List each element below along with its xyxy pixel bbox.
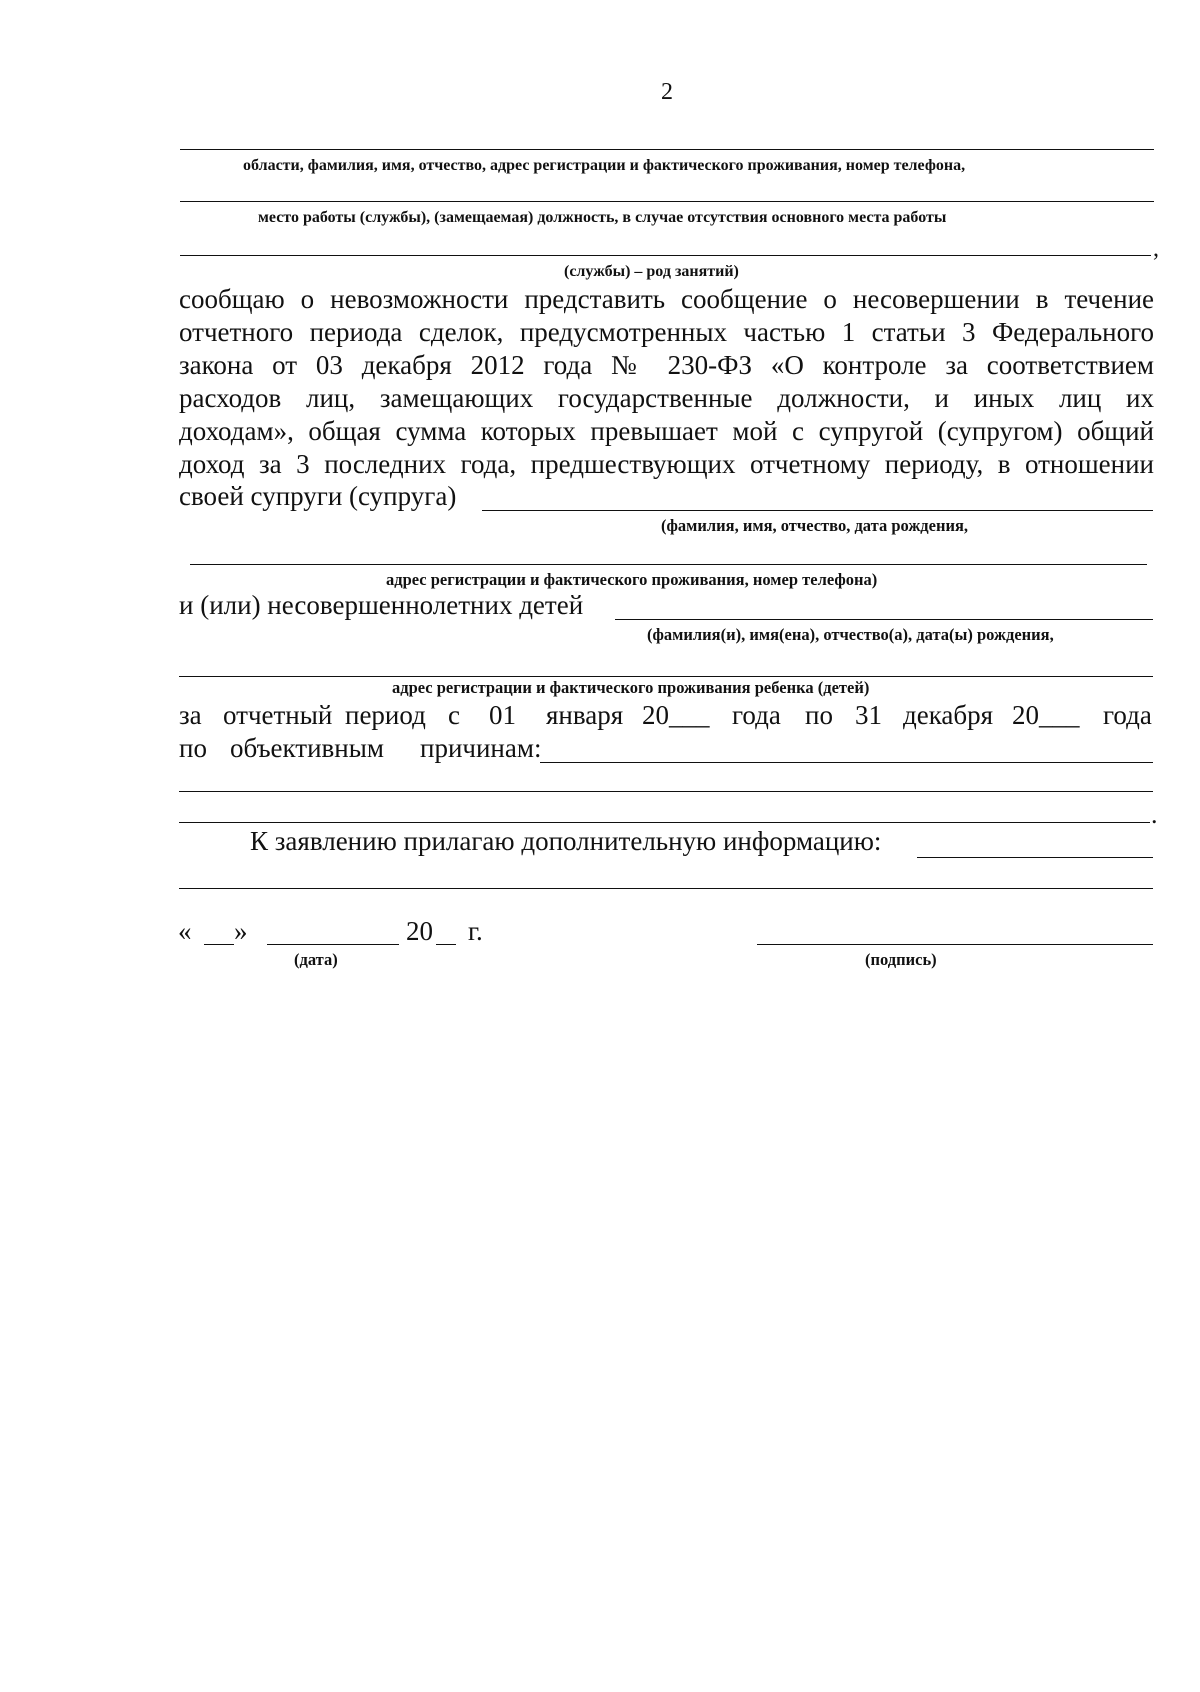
date-year-suffix: г.	[468, 916, 483, 946]
reasons-word-2: объективным	[230, 733, 384, 763]
fill-line-reasons-3[interactable]	[179, 822, 1150, 823]
fill-line-attachment-2[interactable]	[179, 888, 1153, 889]
fill-line-reasons-1[interactable]	[540, 762, 1153, 763]
trailing-comma: ,	[1153, 236, 1159, 262]
spouse-label: своей супруги (супруга)	[179, 481, 457, 511]
body-line-6: доход за 3 последних года, предшествующих отчетному периоду, в отношении	[179, 449, 1154, 479]
date-year-prefix: 20	[406, 916, 433, 946]
period-word-1: за	[179, 700, 202, 730]
caption-spouse-name: (фамилия, имя, отчество, дата рождения,	[661, 516, 969, 535]
fill-line-signature[interactable]	[757, 944, 1153, 945]
period-word-3: период	[345, 700, 426, 730]
period-word-8: года	[732, 700, 781, 730]
period-word-13: года	[1103, 700, 1152, 730]
reasons-word-1: по	[179, 733, 207, 763]
body-line-1: сообщаю о невозможности представить сообщение о несовершении в течение	[179, 284, 1154, 314]
fill-line-region[interactable]	[180, 149, 1154, 150]
period-year-end[interactable]: 20___	[1012, 700, 1080, 730]
fill-line-occupation[interactable]	[180, 255, 1151, 256]
reasons-word-3: причинам:	[420, 733, 542, 763]
period-year-start[interactable]: 20___	[642, 700, 710, 730]
fill-line-workplace[interactable]	[180, 201, 1154, 202]
caption-children-address: адрес регистрации и фактического проживания ребенка (детей)	[392, 678, 870, 697]
fill-line-date-day[interactable]	[204, 944, 234, 945]
fill-line-children-address[interactable]	[179, 676, 1153, 677]
period-word-4: с	[448, 700, 460, 730]
page-number: 2	[661, 79, 673, 105]
fill-line-spouse-address[interactable]	[190, 564, 1147, 565]
caption-signature: (подпись)	[865, 950, 937, 969]
caption-workplace: место работы (службы), (замещаемая) должность, в случае отсутствия основного места работы	[258, 209, 947, 226]
caption-date: (дата)	[294, 950, 338, 969]
period-dot: .	[1151, 800, 1158, 829]
fill-line-reasons-2[interactable]	[179, 791, 1153, 792]
fill-line-date-year[interactable]	[436, 944, 456, 945]
caption-occupation: (службы) – род занятий)	[564, 263, 739, 280]
body-line-4: расходов лиц, замещающих государственные должности, и иных лиц их	[179, 383, 1154, 413]
body-line-3: закона от 03 декабря 2012 года № 230-ФЗ «О контроле за соответствием	[179, 350, 1154, 380]
period-word-11: декабря	[903, 700, 994, 730]
caption-spouse-address: адрес регистрации и фактического проживания, номер телефона)	[386, 570, 878, 589]
fill-line-date-month[interactable]	[267, 944, 399, 945]
body-line-2: отчетного периода сделок, предусмотренных частью 1 статьи 3 Федерального	[179, 317, 1154, 347]
period-word-10: 31	[855, 700, 882, 730]
fill-line-children-name[interactable]	[615, 619, 1153, 620]
attachment-label: К заявлению прилагаю дополнительную информацию:	[250, 826, 882, 856]
caption-children-name: (фамилия(и), имя(ена), отчество(а), дата(ы) рождения,	[647, 625, 1054, 644]
period-word-6: января	[546, 700, 624, 730]
date-close-quote: »	[234, 916, 248, 946]
caption-region-name-address: области, фамилия, имя, отчество, адрес регистрации и фактического проживания, номер телефона,	[243, 157, 966, 174]
fill-line-attachment-1[interactable]	[917, 857, 1153, 858]
date-open-quote: «	[178, 916, 192, 946]
period-word-9: по	[805, 700, 833, 730]
fill-line-spouse-name[interactable]	[482, 510, 1153, 511]
body-line-5: доходам», общая сумма которых превышает мой с супругой (супругом) общий	[179, 416, 1154, 446]
period-word-2: отчетный	[223, 700, 333, 730]
children-label: и (или) несовершеннолетних детей	[179, 590, 584, 620]
period-word-5: 01	[489, 700, 516, 730]
